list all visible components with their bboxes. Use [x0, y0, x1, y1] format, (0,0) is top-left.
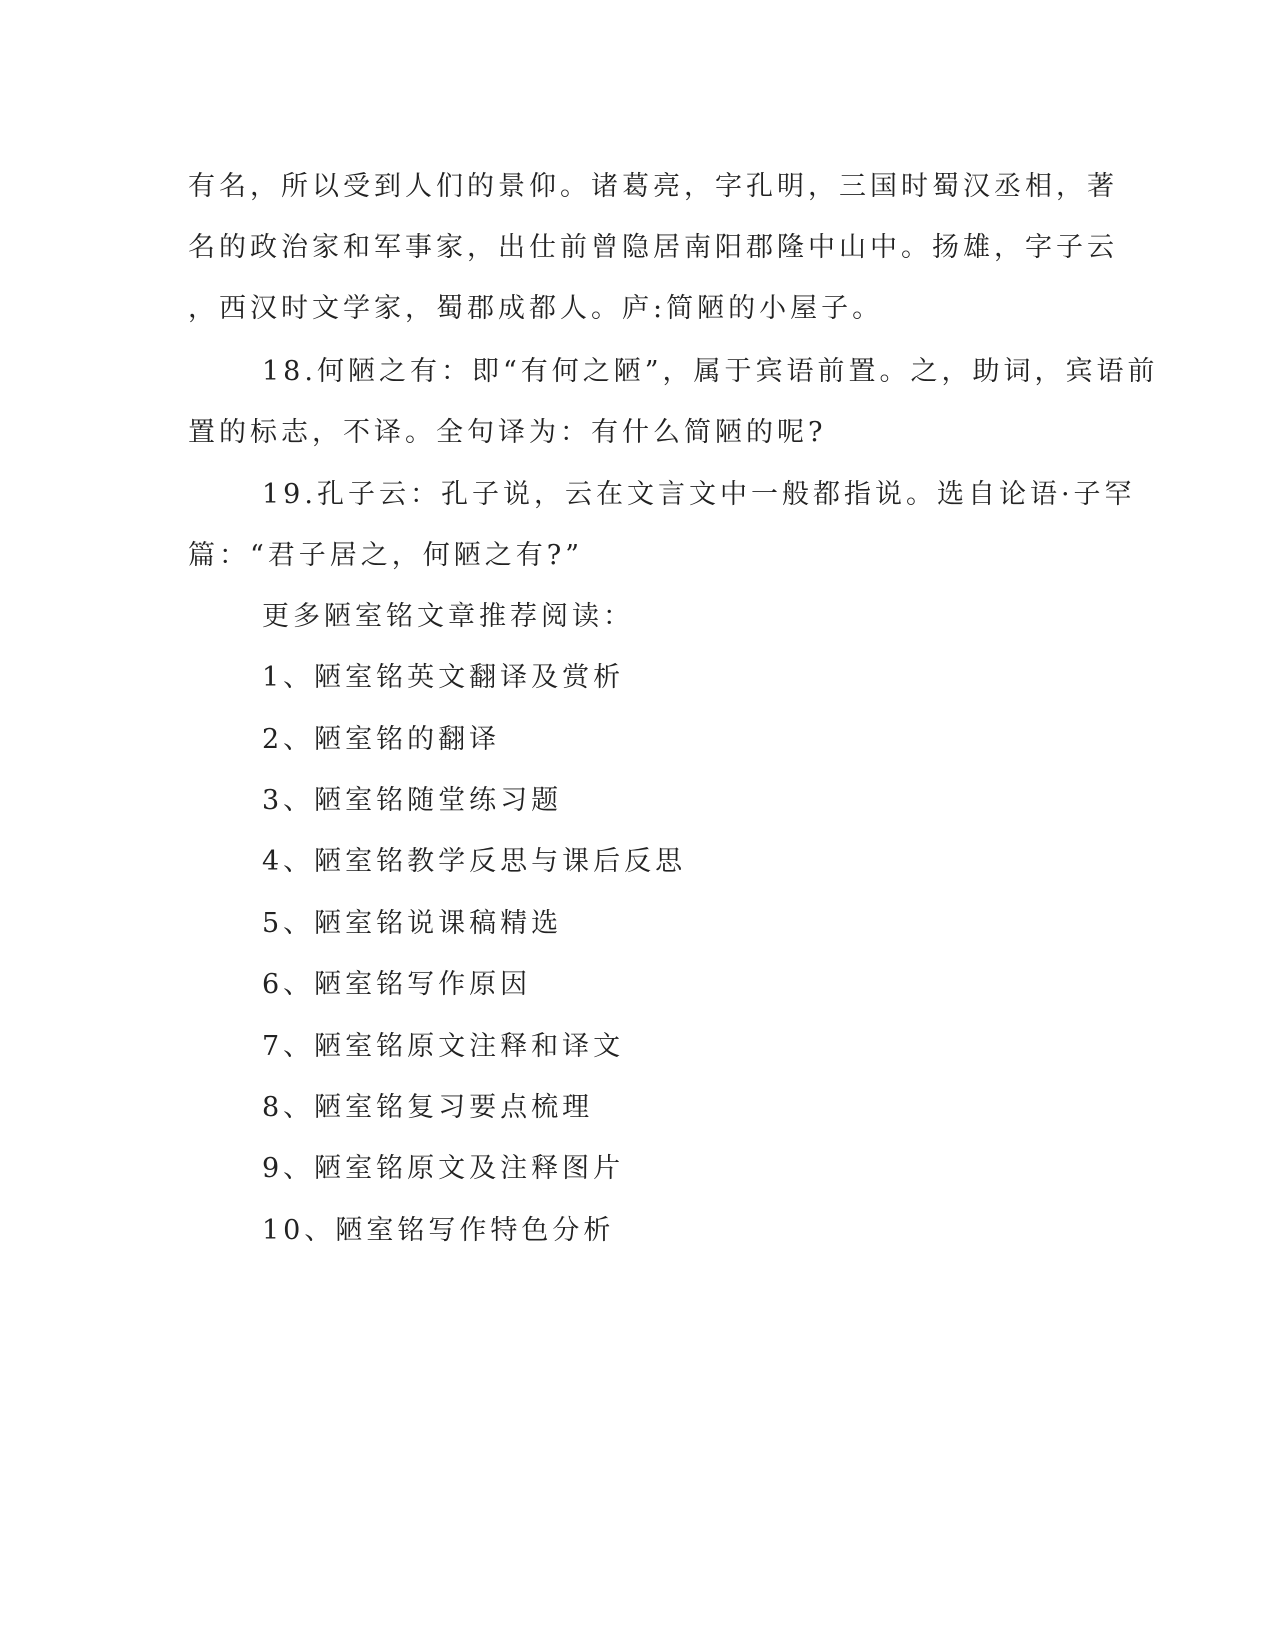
note-19-line: 篇：“君子居之，何陋之有?”	[188, 540, 584, 571]
recommend-link-3[interactable]: 3、陋室铭随堂练习题	[262, 785, 563, 816]
recommend-link-6[interactable]: 6、陋室铭写作原因	[262, 969, 532, 1000]
note-18-line: 18.何陋之有：即“有何之陋”，属于宾语前置。之，助词，宾语前	[262, 356, 1159, 387]
note-19-line: 19.孔子云：孔子说，云在文言文中一般都指说。选自论语·子罕	[262, 479, 1136, 510]
paragraph-notes-line: 有名，所以受到人们的景仰。诸葛亮，字孔明，三国时蜀汉丞相，著	[188, 171, 1118, 202]
recommend-link-8[interactable]: 8、陋室铭复习要点梳理	[262, 1092, 594, 1123]
recommend-link-9[interactable]: 9、陋室铭原文及注释图片	[262, 1153, 625, 1184]
paragraph-notes-line: 名的政治家和军事家，出仕前曾隐居南阳郡隆中山中。扬雄，字子云	[188, 232, 1118, 263]
paragraph-notes-line: ，西汉时文学家，蜀郡成都人。庐:简陋的小屋子。	[188, 293, 884, 324]
recommend-link-4[interactable]: 4、陋室铭教学反思与课后反思	[262, 846, 687, 877]
recommend-link-7[interactable]: 7、陋室铭原文注释和译文	[262, 1031, 625, 1062]
recommend-link-2[interactable]: 2、陋室铭的翻译	[262, 724, 501, 755]
recommend-link-10[interactable]: 10、陋室铭写作特色分析	[262, 1215, 615, 1246]
recommend-link-1[interactable]: 1、陋室铭英文翻译及赏析	[262, 662, 625, 693]
recommend-heading: 更多陋室铭文章推荐阅读：	[262, 601, 634, 632]
recommend-link-5[interactable]: 5、陋室铭说课稿精选	[262, 908, 563, 939]
note-18-line: 置的标志，不译。全句译为：有什么简陋的呢?	[188, 417, 827, 448]
